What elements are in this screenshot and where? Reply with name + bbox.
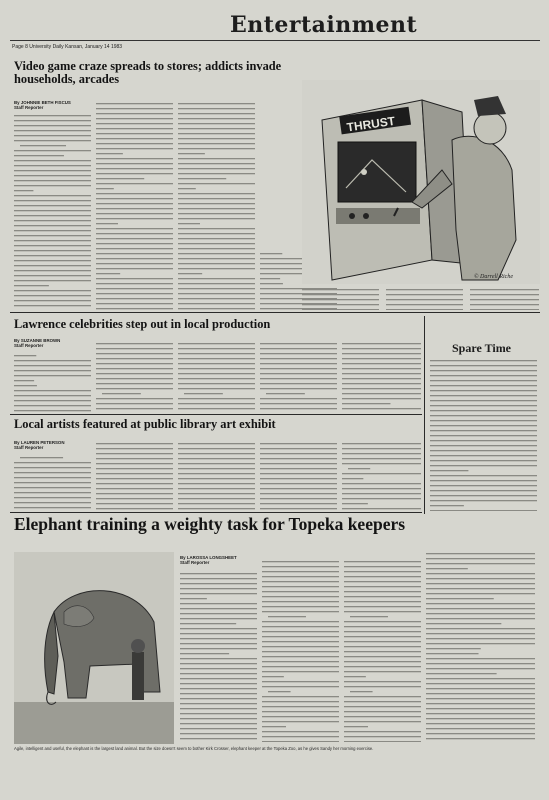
elephant-caption: Agile, intelligent and useful, the elephant is the largest land animal. But the size doesn't seem to bother Kirk Crosser, elephant keeper at the Topeka Zoo, as he gives Sandy her morning exercise. xyxy=(14,746,374,751)
elephant-column-4 xyxy=(426,550,536,742)
elephant-photo-drawing xyxy=(14,552,174,744)
body-copy-lines xyxy=(180,570,258,742)
lawrence-byline: By SUZANNE BROWN Staff Reporter xyxy=(14,338,61,349)
video-column-1 xyxy=(14,112,92,310)
artists-column-3 xyxy=(178,440,256,510)
rule-2 xyxy=(10,414,422,415)
video-column-3 xyxy=(178,100,256,310)
rule-1 xyxy=(10,312,540,313)
body-copy-lines xyxy=(14,112,92,310)
body-copy-lines xyxy=(426,550,536,742)
body-copy-lines xyxy=(430,357,538,511)
elephant-column-3 xyxy=(344,558,422,742)
body-copy-lines xyxy=(302,286,380,310)
body-copy-lines xyxy=(342,340,422,412)
sidebar-listings xyxy=(430,357,538,511)
body-copy-lines xyxy=(14,454,92,510)
artists-byline: By LAUREN PETERSON Staff Reporter xyxy=(14,440,65,451)
artists-column-4 xyxy=(260,440,338,510)
body-copy-lines xyxy=(178,340,256,412)
spare-time-sidebar xyxy=(428,333,540,513)
video-headline: Video game craze spreads to stores; addicts invade households, arcades xyxy=(14,59,282,86)
sidebar-title: Spare Time xyxy=(452,341,512,355)
section-title: Entertainment xyxy=(230,12,418,38)
video-column-5 xyxy=(302,286,380,310)
artists-column-2 xyxy=(96,440,174,510)
body-copy-lines xyxy=(344,558,422,742)
elephant-byline: By LAROSSA LONGSHEET Staff Reporter xyxy=(180,555,237,566)
body-copy-lines xyxy=(178,100,256,310)
lawrence-column-2 xyxy=(96,340,174,412)
page-folio: Page 8 University Daily Kansan, January 14 1983 xyxy=(12,44,123,50)
lawrence-column-5 xyxy=(342,340,422,412)
body-copy-lines xyxy=(262,558,340,742)
body-copy-lines xyxy=(96,100,174,310)
video-byline: By JOHNNIE BETH FISCUS Staff Reporter xyxy=(14,100,71,111)
arcade-drawing xyxy=(302,80,540,284)
artists-column-5 xyxy=(342,440,422,510)
lawrence-column-1 xyxy=(14,352,92,412)
body-copy-lines xyxy=(96,440,174,510)
body-copy-lines xyxy=(178,440,256,510)
lawrence-headline: Lawrence celebrities step out in local production xyxy=(14,317,271,331)
body-copy-lines xyxy=(96,340,174,412)
elephant-column-1 xyxy=(180,570,258,742)
sidebar-rule xyxy=(424,316,425,514)
artists-headline: Local artists featured at public library art exhibit xyxy=(14,417,276,431)
elephant-column-2 xyxy=(262,558,340,742)
body-copy-lines xyxy=(14,352,92,412)
lawrence-column-3 xyxy=(178,340,256,412)
artists-column-1 xyxy=(14,454,92,510)
lawrence-column-4 xyxy=(260,340,338,412)
arcade-illustration xyxy=(302,80,540,284)
arcade-sign-text: THRUST xyxy=(345,113,396,135)
rule-3 xyxy=(10,512,422,513)
video-column-6 xyxy=(386,286,464,310)
body-copy-lines xyxy=(260,340,338,412)
arcade-art-credit: © Darrell Riche xyxy=(474,274,513,280)
body-copy-lines xyxy=(470,286,540,310)
video-column-7 xyxy=(470,286,540,310)
body-copy-lines xyxy=(260,440,338,510)
elephant-headline: Elephant training a weighty task for Topeka keepers xyxy=(14,514,406,534)
video-column-2 xyxy=(96,100,174,310)
section-header xyxy=(10,14,540,41)
body-copy-lines xyxy=(342,440,422,510)
elephant-photo xyxy=(14,552,174,744)
body-copy-lines xyxy=(386,286,464,310)
